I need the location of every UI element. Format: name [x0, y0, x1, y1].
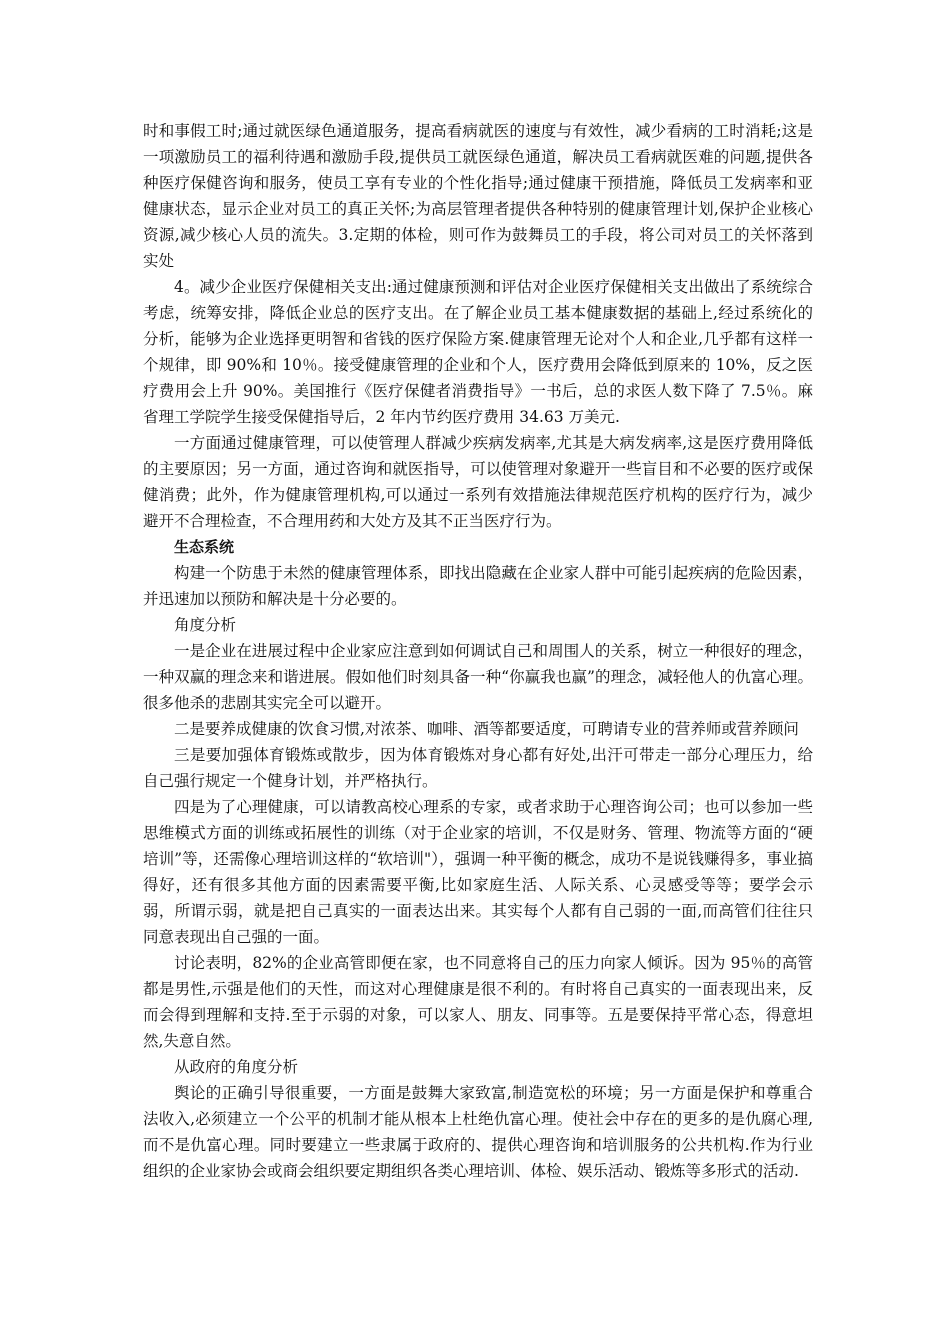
- paragraph-point-two: 二是要养成健康的饮食习惯,对浓茶、咖啡、酒等都要适度，可聘请专业的营养师或营养顾问: [174, 720, 799, 738]
- section-heading-ecosystem: 生态系统: [174, 538, 235, 556]
- paragraph-research-findings: 讨论表明，82%的企业高管即便在家，也不同意将自己的压力向家人倾诉。因为 95％的高管都是男性,示强是他们的天性，而这对心理健康是很不利的。有时将自己真实的一面表现出来，反而会得到理解和支持.至于示弱的对象，可以家人、朋友、同事等。五是要保持平常心态，得意坦然,失意自然。: [143, 954, 813, 1050]
- paragraph-point-four: 四是为了心理健康，可以请教高校心理系的专家，或者求助于心理咨询公司；也可以参加一些思维模式方面的训练或拓展性的训练（对于企业家的培训，不仅是财务、管理、物流等方面的“硬培训”等，还需像心理培训这样的“软培训"），强调一种平衡的概念，成功不是说钱赚得多，事业搞得好，还有很多其他方面的因素需要平衡,比如家庭生活、人际关系、心灵感受等等；要学会示弱，所谓示弱，就是把自己真实的一面表达出来。其实每个人都有自己弱的一面,而高管们往往只同意表现出自己强的一面。: [143, 798, 813, 946]
- paragraph-prevention-system: 构建一个防患于未然的健康管理体系，即找出隐藏在企业家人群中可能引起疾病的危险因素，并迅速加以预防和解决是十分必要的。: [143, 564, 813, 608]
- paragraph-point-three: 三是要加强体育锻炼或散步，因为体育锻炼对身心都有好处,出汗可带走一部分心理压力，给自己强行规定一个健身计划，并严格执行。: [143, 746, 813, 790]
- subheading-government-analysis: 从政府的角度分析: [174, 1058, 299, 1076]
- paragraph-health-management-effects: 一方面通过健康管理，可以使管理人群减少疾病发病率,尤其是大病发病率,这是医疗费用降低的主要原因；另一方面，通过咨询和就医指导，可以使管理对象避开一些盲目和不必要的医疗或保健消费；此外，作为健康管理机构,可以通过一系列有效措施法律规范医疗机构的医疗行为，减少避开不合理检查，不合理用药和大处方及其不正当医疗行为。: [143, 434, 813, 530]
- document-page: [143, 118, 813, 1184]
- paragraph-employee-benefits: 时和事假工时;通过就医绿色通道服务，提高看病就医的速度与有效性，减少看病的工时消耗;这是一项激励员工的福利待遇和激励手段,提供员工就医绿色通道，解决员工看病就医难的问题,提供各种医疗保健咨询和服务，使员工享有专业的个性化指导;通过健康干预措施，降低员工发病率和亚健康状态，显示企业对员工的真正关怀;为高层管理者提供各种特别的健康管理计划,保护企业核心资源,减少核心人员的流失。3.定期的体检，则可作为鼓舞员工的手段，将公司对员工的关怀落到实处: [143, 122, 813, 270]
- subheading-angle-analysis: 角度分析: [174, 616, 237, 634]
- paragraph-reduce-medical-costs: 4。减少企业医疗保健相关支出:通过健康预测和评估对企业医疗保健相关支出做出了系统综合考虑，统筹安排，降低企业总的医疗支出。在了解企业员工基本健康数据的基础上,经过系统化的分析，能够为企业选择更明智和省钱的医疗保险方案.健康管理无论对个人和企业,几乎都有这样一个规律，即 90%和 10％。接受健康管理的企业和个人，医疗费用会降低到原来的 10%，反之医疗费用会上升 90%。美国推行《医疗保健者消费指导》一书后，总的求医人数下降了 7.5％。麻省理工学院学生接受保健指导后，2 年内节约医疗费用 34.63 万美元.: [143, 278, 813, 426]
- paragraph-public-opinion: 舆论的正确引导很重要，一方面是鼓舞大家致富,制造宽松的环境；另一方面是保护和尊重合法收入,必须建立一个公平的机制才能从根本上杜绝仇富心理。使社会中存在的更多的是仇腐心理,而不是仇富心理。同时要建立一些隶属于政府的、提供心理咨询和培训服务的公共机构.作为行业组织的企业家协会或商会组织要定期组织各类心理培训、体检、娱乐活动、锻炼等多形式的活动.: [143, 1084, 813, 1180]
- paragraph-point-one: 一是企业在进展过程中企业家应注意到如何调试自己和周围人的关系，树立一种很好的理念，一种双赢的理念来和谐进展。假如他们时刻具备一种“你赢我也赢”的理念，减轻他人的仇富心理。很多他杀的悲剧其实完全可以避开。: [143, 642, 813, 712]
